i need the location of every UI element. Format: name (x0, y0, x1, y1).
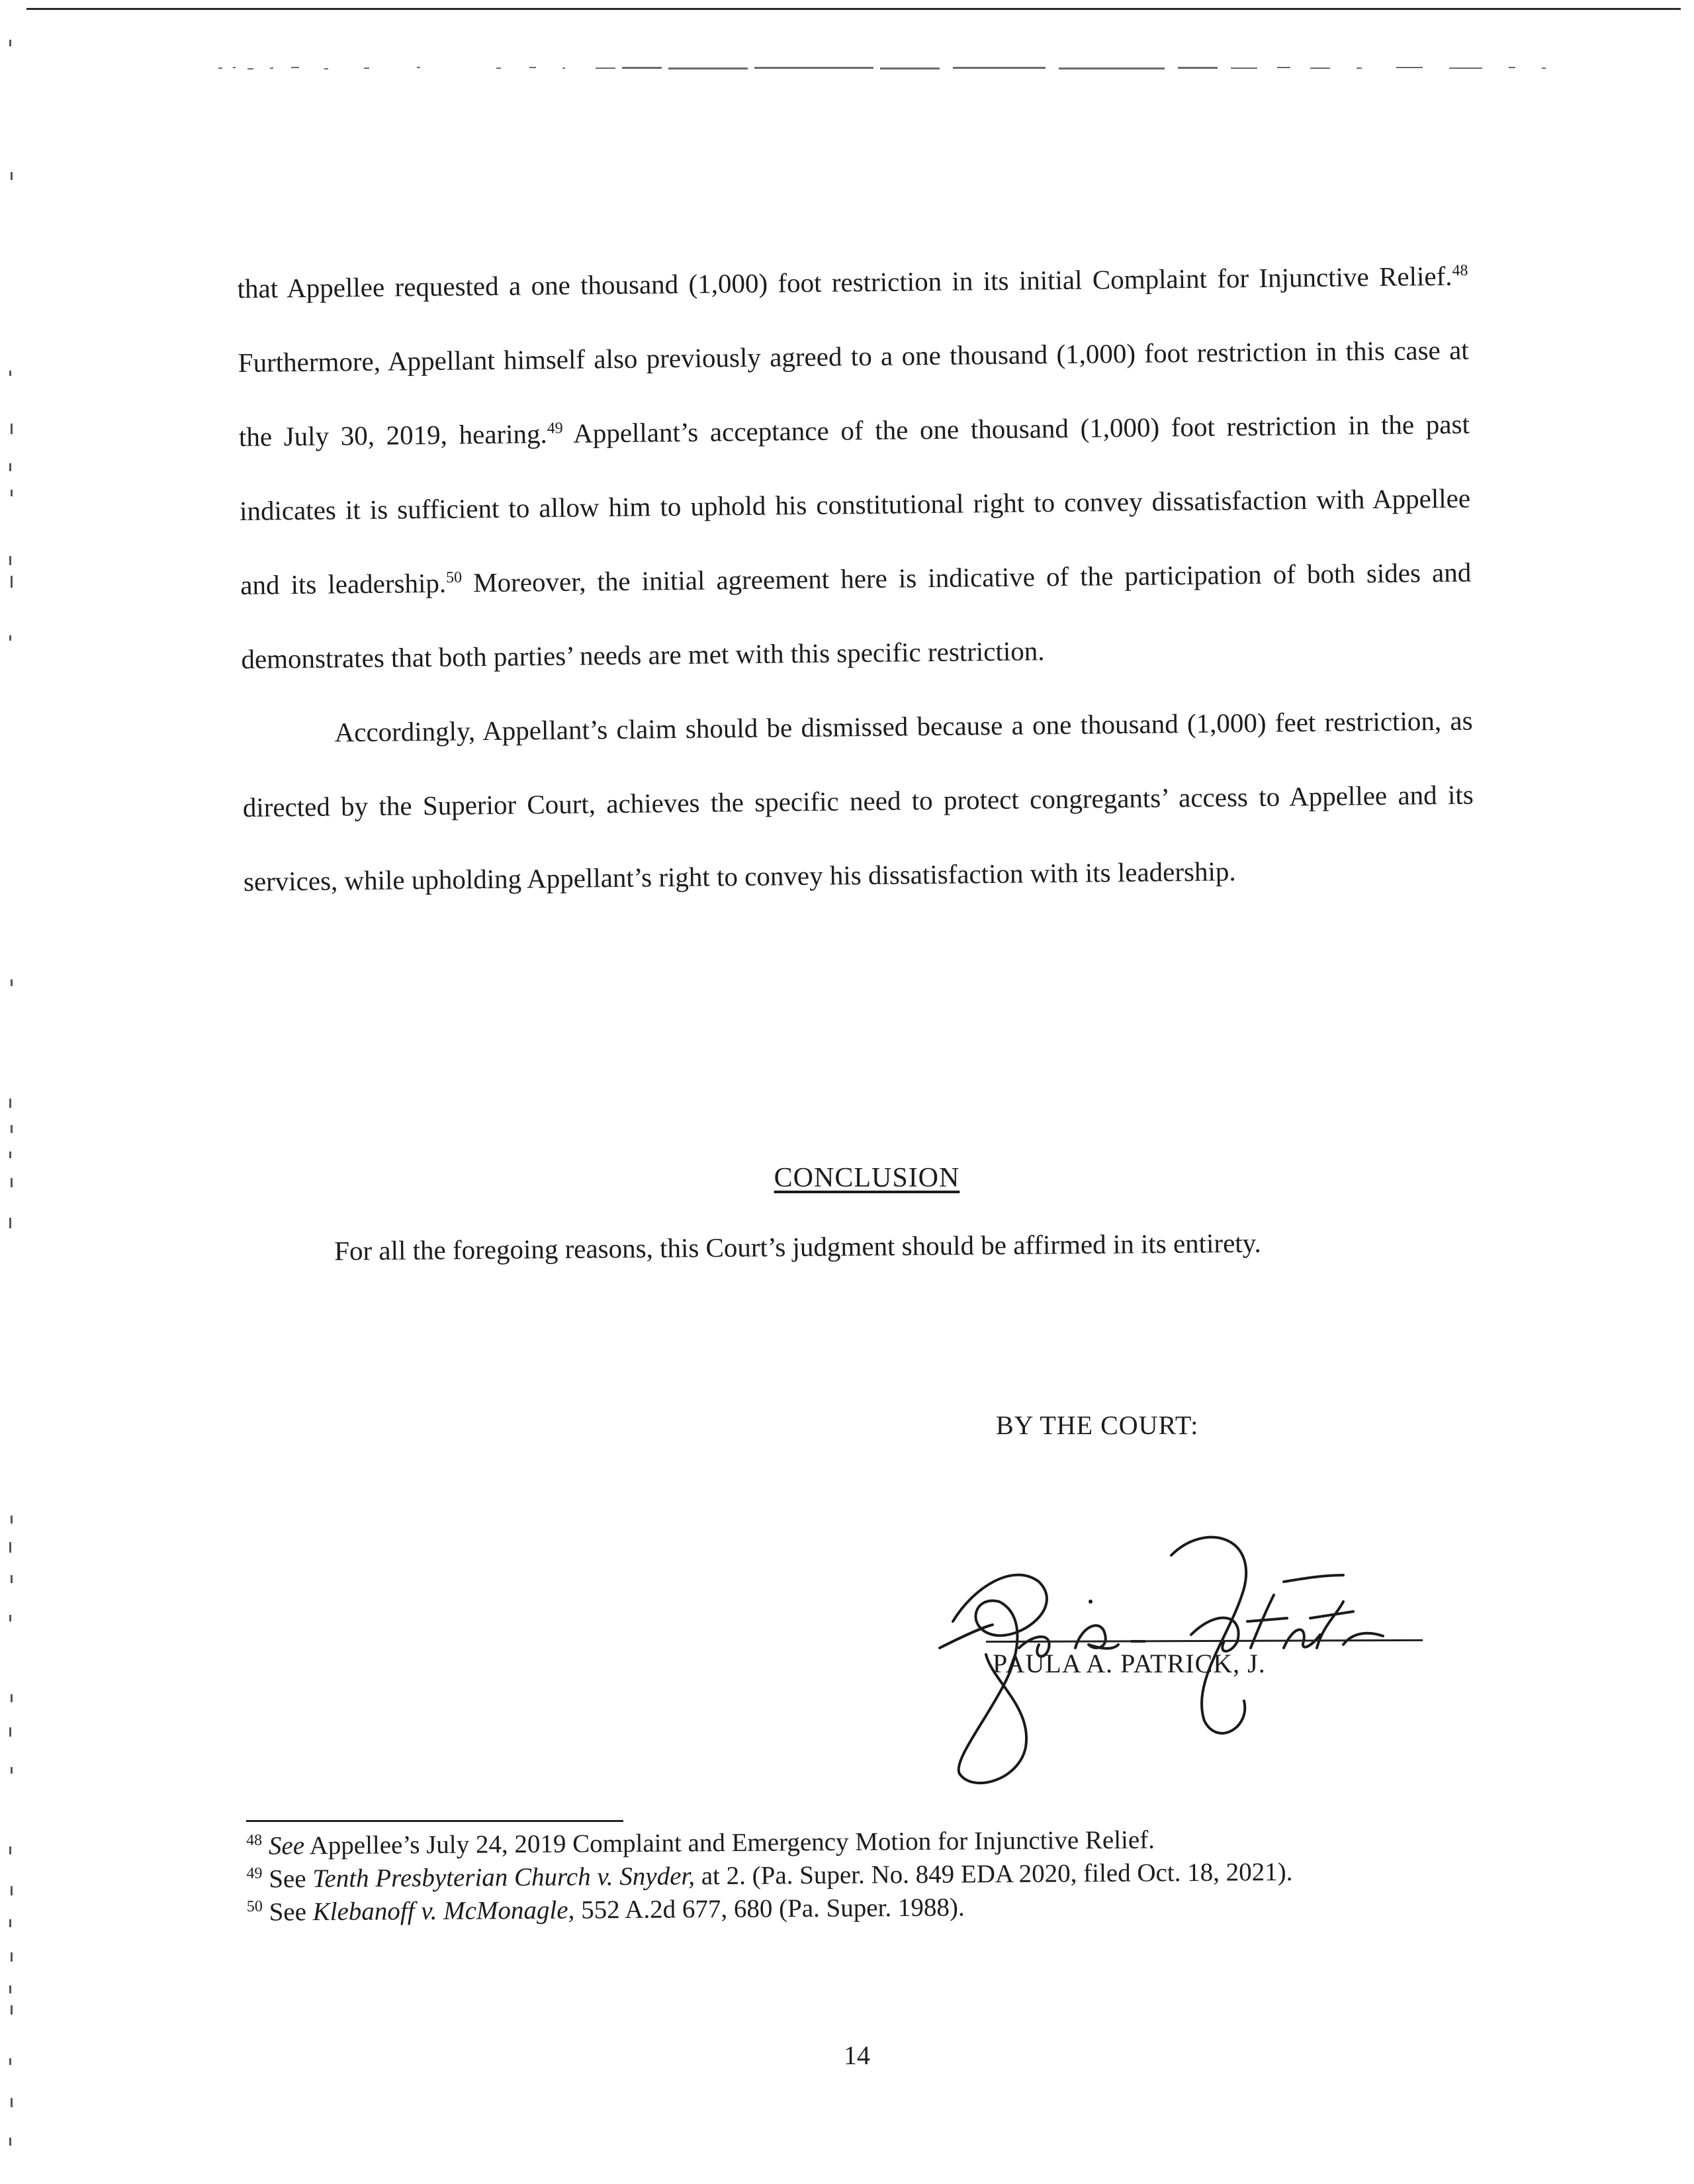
paragraph-accordingly: Accordingly, Appellant’s claim should be dismissed because a one thousand (1,000) feet restriction, as directed by the Superior Court, achieves the specific need to protect congregants’ access to Appellee and its services, while upholding Appellant’s right to convey his dissatisfaction with its leadership. (242, 705, 1474, 897)
footnote-ref-49[interactable]: 49 (547, 420, 563, 437)
scan-noise (218, 64, 1575, 73)
conclusion-paragraph: For all the foregoing reasons, this Court’s judgment should be affirmed in its entirety. (334, 1227, 1261, 1266)
case-name: Klebanoff v. McMonagle, (312, 1895, 575, 1927)
footnote-text: 552 A.2d 677, 680 (Pa. Super. 1988). (574, 1893, 965, 1925)
page-number-text: 14 (844, 2040, 870, 2070)
handwritten-signature (913, 1482, 1390, 1794)
paragraph-restriction-agreement (237, 239, 1472, 696)
paragraph-text: that Appellee requested a one thousand (1,000) foot restriction in its initial Complaint for Injunctive Relief. (237, 260, 1452, 304)
footnote-signal: See (269, 1864, 313, 1893)
top-rule (26, 8, 1681, 10)
footnote-text: at 2. (Pa. Super. No. 849 EDA 2020, filed Oct. 18, 2021). (694, 1857, 1293, 1891)
footnotes (246, 1821, 1458, 1929)
footnote-number: 48 (246, 1831, 263, 1849)
page-number (0, 2040, 1694, 2071)
footnote-separator (246, 1820, 623, 1822)
by-the-court-label: BY THE COURT: (996, 1410, 1199, 1440)
paragraph-text: Moreover, the initial agreement here is indicative of the participation of both sides and demonstrates that both parties’ needs are met with this specific restriction. (241, 557, 1472, 674)
footnote-ref-48[interactable]: 48 (1452, 261, 1468, 280)
conclusion-heading-text: CONCLUSION (774, 1163, 960, 1193)
body-text (237, 239, 1474, 919)
footnote-number: 49 (246, 1864, 263, 1882)
paragraph-text: Furthermore, Appellant himself also previously agreed to a one thousand (1,000) foot restriction in this case at the July 30, 2019, hearing. (238, 334, 1469, 452)
judge-name: PAULA A. PATRICK, J. (993, 1649, 1266, 1678)
conclusion-heading (0, 1162, 1694, 1194)
footnote-text: Appellee’s July 24, 2019 Complaint and Emergency Motion for Injunctive Relief. (304, 1825, 1155, 1860)
margin-specks (0, 0, 40, 2184)
footnote-number: 50 (246, 1897, 263, 1915)
case-name: Tenth Presbyterian Church v. Snyder, (312, 1862, 695, 1893)
footnote-signal: See (269, 1897, 313, 1927)
footnote-ref-50[interactable]: 50 (445, 569, 463, 587)
footnote-signal: See (268, 1831, 305, 1860)
paragraph-text: Appellant’s acceptance of the one thousand (1,000) foot restriction in the past indicates it is sufficient to allow him to uphold his constitutional right to convey dissatisfaction with Appellee and its leadership. (239, 408, 1471, 600)
